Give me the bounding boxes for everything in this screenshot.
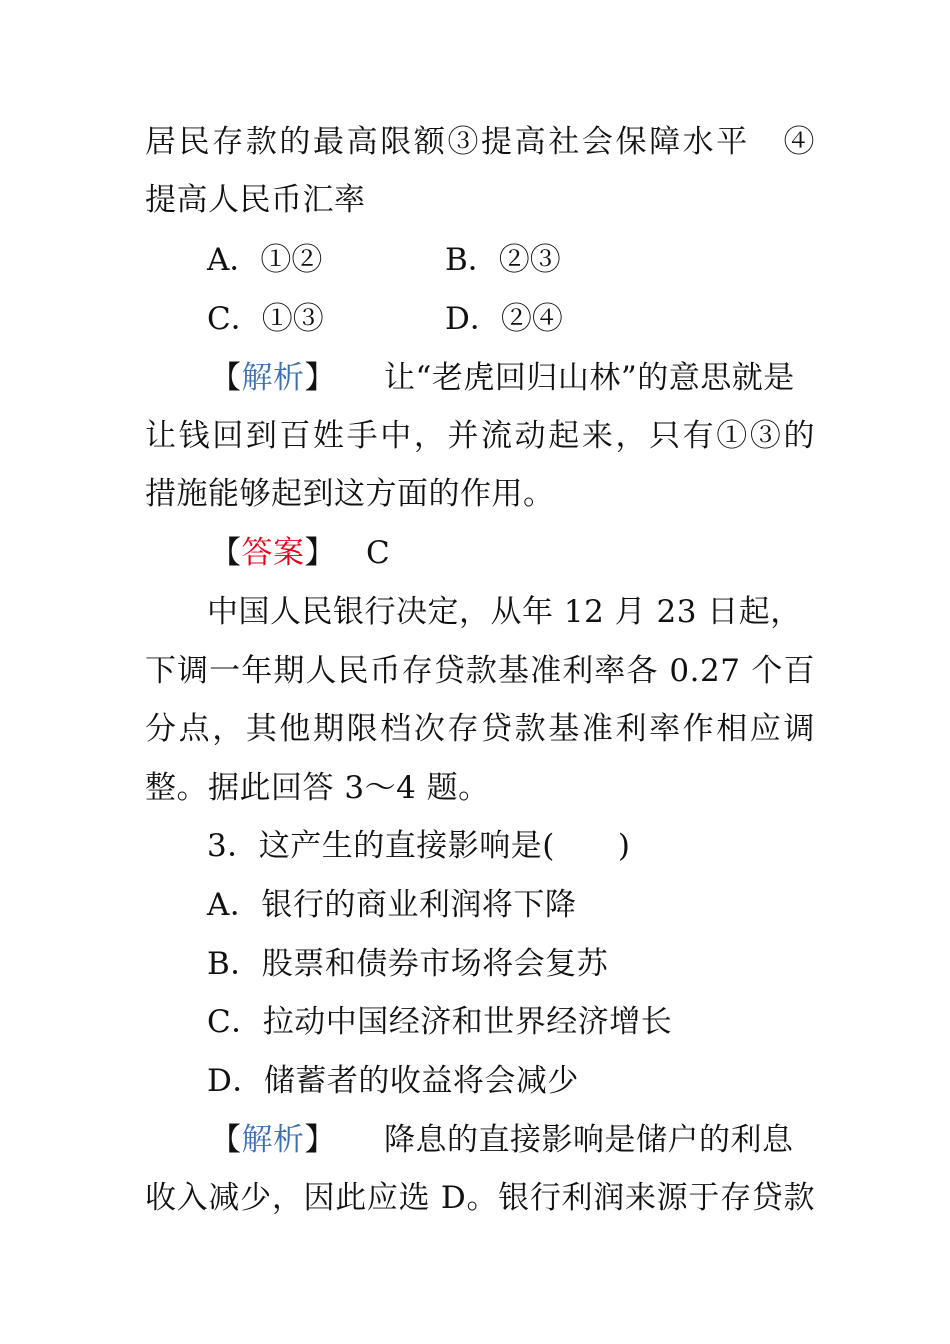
text-line: 提高人民币汇率	[145, 182, 366, 218]
analysis-line	[210, 1111, 815, 1169]
text-line: 整。据此回答 3～4 题。	[145, 770, 490, 806]
text-line: 让钱回到百姓手中，并流动起来，只有①③的	[145, 418, 815, 454]
bracket-open: 【	[210, 1122, 242, 1158]
q3-option-b: B．股票和债券市场将会复苏	[207, 946, 609, 982]
analysis-text: 让“老虎回归山林”的意思就是	[384, 360, 795, 396]
answer-value: C	[366, 535, 391, 571]
option-d: D．②④	[445, 301, 563, 337]
text-line: 中国人民银行决定，从年 12 月 23 日起，	[207, 594, 802, 630]
q3-option-a: A．银行的商业利润将下降	[207, 887, 577, 923]
text-line: 措施能够起到这方面的作用。	[145, 476, 555, 512]
q3-option-c: C．拉动中国经济和世界经济增长	[207, 1004, 673, 1040]
q3-option-d: D．储蓄者的收益将会减少	[207, 1063, 579, 1099]
answer-label: 答案	[241, 535, 305, 571]
bracket-open: 【	[210, 535, 242, 571]
bracket-close: 】	[304, 535, 336, 571]
answer-line	[210, 524, 815, 582]
bracket-close: 】	[304, 1122, 336, 1158]
text-line: 居民存款的最高限额③提高社会保障水平 ④	[145, 124, 815, 160]
bracket-open: 【	[210, 360, 242, 396]
text-line: 下调一年期人民币存贷款基准利率各 0.27 个百	[145, 653, 815, 689]
question-stem: 3．这产生的直接影响是( )	[207, 828, 631, 864]
option-c: C．①③	[207, 301, 324, 337]
analysis-line	[210, 349, 815, 407]
option-a: A．①②	[207, 242, 323, 278]
text-line: 收入减少，因此应选 D。银行利润来源于存贷款	[145, 1180, 815, 1216]
bracket-close: 】	[304, 360, 336, 396]
option-b: B．②③	[445, 242, 561, 278]
analysis-label: 解析	[241, 1122, 305, 1158]
analysis-text: 降息的直接影响是储户的利息	[384, 1122, 794, 1158]
text-line: 分点，其他期限档次存贷款基准利率作相应调	[145, 711, 815, 747]
analysis-label: 解析	[241, 360, 305, 396]
